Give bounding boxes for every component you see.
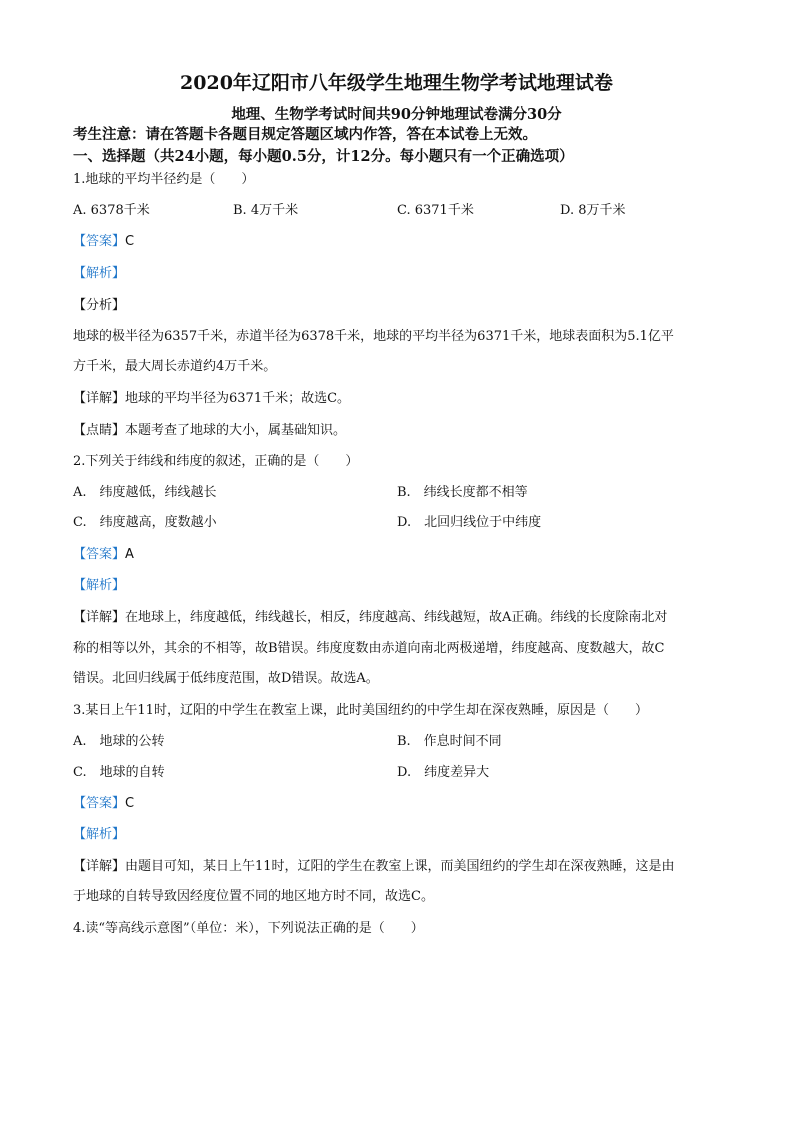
analysis-label: 【解析】 [73,827,126,842]
exam-title: 2020年辽阳市八年级学生地理生物学考试地理试卷 [180,72,613,94]
detail-label: 【详解】 [73,391,126,406]
q2-detail-text-2: 称的相等以外，其余的不相等，故B错误。纬度度数由赤道向南北两极递增，纬度越高、度数越大，故C [73,641,665,656]
q1-stem: 1.地球的平均半径约是（ ） [73,172,255,187]
q2-answer: A [125,547,134,562]
q3-answer: C [125,796,135,811]
q1-comment [73,422,346,440]
q3-option-a: A. 地球的公转 [73,734,165,749]
q1-fenxi-line [73,297,125,315]
q1-answer: C [125,234,135,249]
answer-label: 【答案】 [73,796,126,811]
q1-comment-text: 本题考查了地球的大小，属基础知识。 [125,423,347,438]
q2-analysis-line [73,577,125,595]
q2-stem: 2.下列关于纬线和纬度的叙述，正确的是（ ） [73,454,359,469]
exam-subtitle: 地理、生物学考试时间共90分钟地理试卷满分30分 [231,106,562,123]
q2-detail-text-3: 错误。北回归线属于低纬度范围，故D错误。故选A。 [73,671,379,686]
analysis-label: 【解析】 [73,578,126,593]
q3-option-c: C. 地球的自转 [73,765,165,780]
q3-analysis-line [73,826,125,844]
comment-label: 【点睛】 [73,423,126,438]
q3-detail-text-2: 于地球的自转导致因经度位置不同的地区地方时不同，故选C。 [73,889,434,904]
q1-fenxi-text-2: 方千米，最大周长赤道约4万千米。 [73,359,277,374]
q1-fenxi-text: 地球的极半径为6357千米，赤道半径为6378千米，地球的平均半径为6371千米，地球表面积为5.1亿平 [73,329,674,344]
section-heading: 一、选择题（共24小题，每小题0.5分，计12分。每小题只有一个正确选项） [73,148,574,165]
q3-detail [73,858,675,876]
q2-option-c: C. 纬度越高，度数越小 [73,515,217,530]
q3-option-d: D. 纬度差异大 [397,765,490,780]
q2-detail-text-1: 在地球上，纬度越低，纬线越长，相反，纬度越高、纬线越短，故A正确。纬线的长度除南北对 [125,610,668,625]
q1-answer-line [73,233,134,251]
answer-label: 【答案】 [73,547,126,562]
q2-option-b: B. 纬线长度都不相等 [397,485,528,500]
q1-option-b: B. 4万千米 [233,203,299,218]
q3-stem: 3.某日上午11时，辽阳的中学生在教室上课，此时美国纽约的中学生却在深夜熟睡，原因是（ ） [73,703,648,718]
q2-detail [73,609,667,627]
q2-option-d: D. 北回归线位于中纬度 [397,515,542,530]
answer-label: 【答案】 [73,234,126,249]
q1-option-c: C. 6371千米 [397,203,474,218]
notice: 考生注意：请在答题卡各题目规定答题区域内作答，答在本试卷上无效。 [73,126,537,143]
fenxi-label: 【分析】 [73,298,126,313]
q1-option-a: A. 6378千米 [73,203,150,218]
q1-analysis-line [73,265,125,283]
q2-option-a: A. 纬度越低，纬线越长 [73,485,217,500]
q1-option-d: D. 8万千米 [560,203,626,218]
q1-detail-text: 地球的平均半径为6371千米；故选C。 [125,391,351,406]
detail-label: 【详解】 [73,610,126,625]
q1-detail [73,390,350,408]
q4-stem: 4.读“等高线示意图”（单位：米），下列说法正确的是（ ） [73,921,424,936]
q3-detail-text-1: 由题目可知，某日上午11时，辽阳的学生在教室上课，而美国纽约的学生却在深夜熟睡，这是由 [125,859,675,874]
q3-answer-line [73,795,134,813]
detail-label: 【详解】 [73,859,126,874]
q2-answer-line [73,546,134,564]
analysis-label: 【解析】 [73,266,126,281]
q3-option-b: B. 作息时间不同 [397,734,502,749]
